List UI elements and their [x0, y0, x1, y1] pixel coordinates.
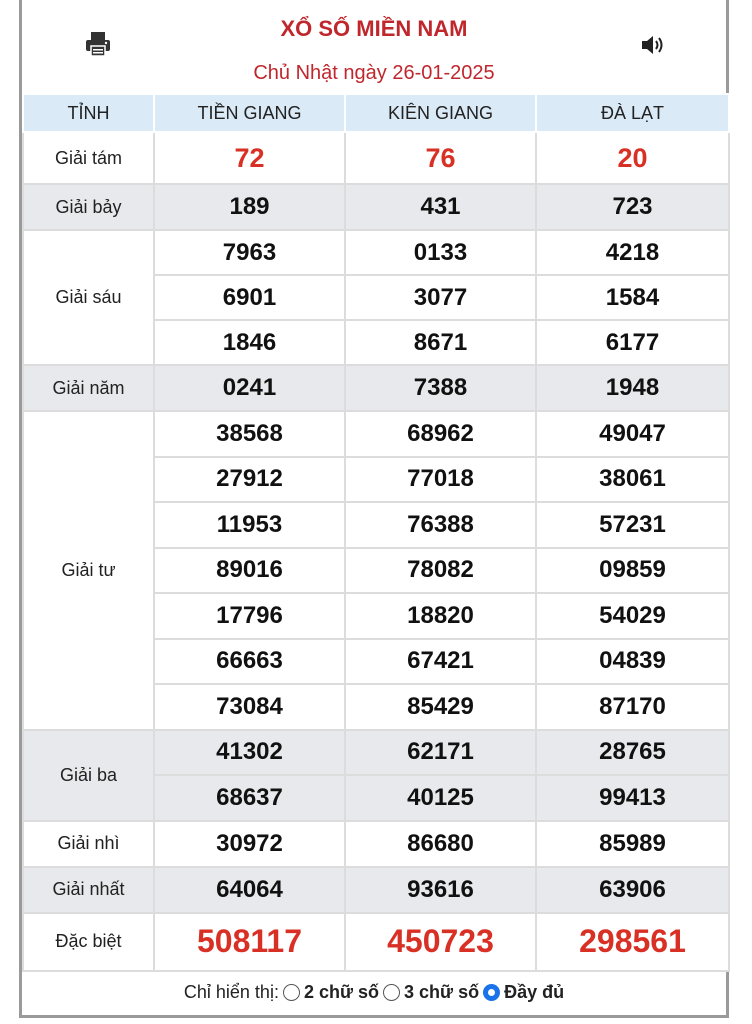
prize-number: 3077 — [345, 275, 536, 320]
prize-number: 4218 — [536, 230, 729, 275]
prize-number: 0241 — [154, 365, 345, 411]
prize-row-special — [23, 913, 729, 971]
prize-number: 723 — [536, 184, 729, 230]
prize-label: Giải năm — [23, 365, 154, 411]
prize-row-g5 — [23, 365, 729, 411]
results-table — [22, 93, 730, 972]
prize-number: 64064 — [154, 867, 345, 913]
results-header — [22, 4, 726, 92]
prize-number: 93616 — [345, 867, 536, 913]
prize-row-g3 — [23, 730, 729, 776]
prize-number: 17796 — [154, 593, 345, 639]
prize-number: 8671 — [345, 320, 536, 365]
prize-number: 57231 — [536, 502, 729, 548]
prize-number: 09859 — [536, 548, 729, 594]
prize-number: 04839 — [536, 639, 729, 685]
table-header-row — [23, 94, 729, 132]
prize-number: 6177 — [536, 320, 729, 365]
prize-number: 18820 — [345, 593, 536, 639]
special-prize-number: 450723 — [345, 913, 536, 971]
prize-label: Giải bảy — [23, 184, 154, 230]
header-da-lat: ĐÀ LẠT — [536, 94, 729, 132]
display-options — [22, 966, 726, 1018]
prize-number: 67421 — [345, 639, 536, 685]
prize-number: 62171 — [345, 730, 536, 776]
header-kien-giang: KIÊN GIANG — [345, 94, 536, 132]
prize-row-g1 — [23, 867, 729, 913]
option-full-label[interactable]: Đầy đủ — [504, 982, 565, 1002]
prize-number: 68637 — [154, 775, 345, 821]
prize-number: 89016 — [154, 548, 345, 594]
prize-row-g7 — [23, 184, 729, 230]
prize-number: 20 — [536, 132, 729, 184]
prize-number: 78082 — [345, 548, 536, 594]
prize-number: 7388 — [345, 365, 536, 411]
prize-number: 7963 — [154, 230, 345, 275]
prize-number: 68962 — [345, 411, 536, 457]
prize-number: 40125 — [345, 775, 536, 821]
prize-label: Giải nhì — [23, 821, 154, 867]
prize-row-g4 — [23, 411, 729, 457]
header-province: TỈNH — [23, 94, 154, 132]
prize-number: 63906 — [536, 867, 729, 913]
prize-label: Giải sáu — [23, 230, 154, 365]
display-options-label: Chỉ hiển thị: — [183, 982, 279, 1002]
prize-number: 49047 — [536, 411, 729, 457]
prize-number: 38061 — [536, 457, 729, 503]
header-tien-giang: TIỀN GIANG — [154, 94, 345, 132]
prize-number: 0133 — [345, 230, 536, 275]
prize-number: 73084 — [154, 684, 345, 730]
prize-number: 99413 — [536, 775, 729, 821]
prize-number: 41302 — [154, 730, 345, 776]
prize-label: Giải nhất — [23, 867, 154, 913]
prize-number: 28765 — [536, 730, 729, 776]
prize-label: Đặc biệt — [23, 913, 154, 971]
prize-number: 189 — [154, 184, 345, 230]
option-3-digits-label[interactable]: 3 chữ số — [404, 982, 480, 1002]
special-prize-number: 508117 — [154, 913, 345, 971]
prize-number: 87170 — [536, 684, 729, 730]
prize-number: 27912 — [154, 457, 345, 503]
prize-number: 85989 — [536, 821, 729, 867]
prize-number: 72 — [154, 132, 345, 184]
prize-number: 86680 — [345, 821, 536, 867]
prize-number: 85429 — [345, 684, 536, 730]
prize-number: 76 — [345, 132, 536, 184]
prize-number: 1584 — [536, 275, 729, 320]
prize-number: 54029 — [536, 593, 729, 639]
prize-label: Giải tư — [23, 411, 154, 730]
prize-number: 1948 — [536, 365, 729, 411]
prize-row-g2 — [23, 821, 729, 867]
radio-3-digits[interactable] — [383, 984, 400, 1001]
radio-2-digits[interactable] — [283, 984, 300, 1001]
prize-row-g6 — [23, 230, 729, 275]
prize-number: 38568 — [154, 411, 345, 457]
draw-date: Chủ Nhật ngày 26-01-2025 — [253, 62, 495, 84]
prize-number: 30972 — [154, 821, 345, 867]
special-prize-number: 298561 — [536, 913, 729, 971]
prize-number: 431 — [345, 184, 536, 230]
prize-row-g8 — [23, 132, 729, 184]
prize-label: Giải tám — [23, 132, 154, 184]
speaker-icon[interactable] — [640, 34, 666, 56]
prize-label: Giải ba — [23, 730, 154, 821]
option-2-digits-label[interactable]: 2 chữ số — [303, 982, 380, 1002]
prize-number: 6901 — [154, 275, 345, 320]
prize-number: 76388 — [345, 502, 536, 548]
prize-number: 66663 — [154, 639, 345, 685]
prize-number: 1846 — [154, 320, 345, 365]
page-title: XỔ SỐ MIỀN NAM — [280, 16, 468, 41]
prize-number: 77018 — [345, 457, 536, 503]
radio-full[interactable] — [483, 984, 500, 1001]
prize-number: 11953 — [154, 502, 345, 548]
